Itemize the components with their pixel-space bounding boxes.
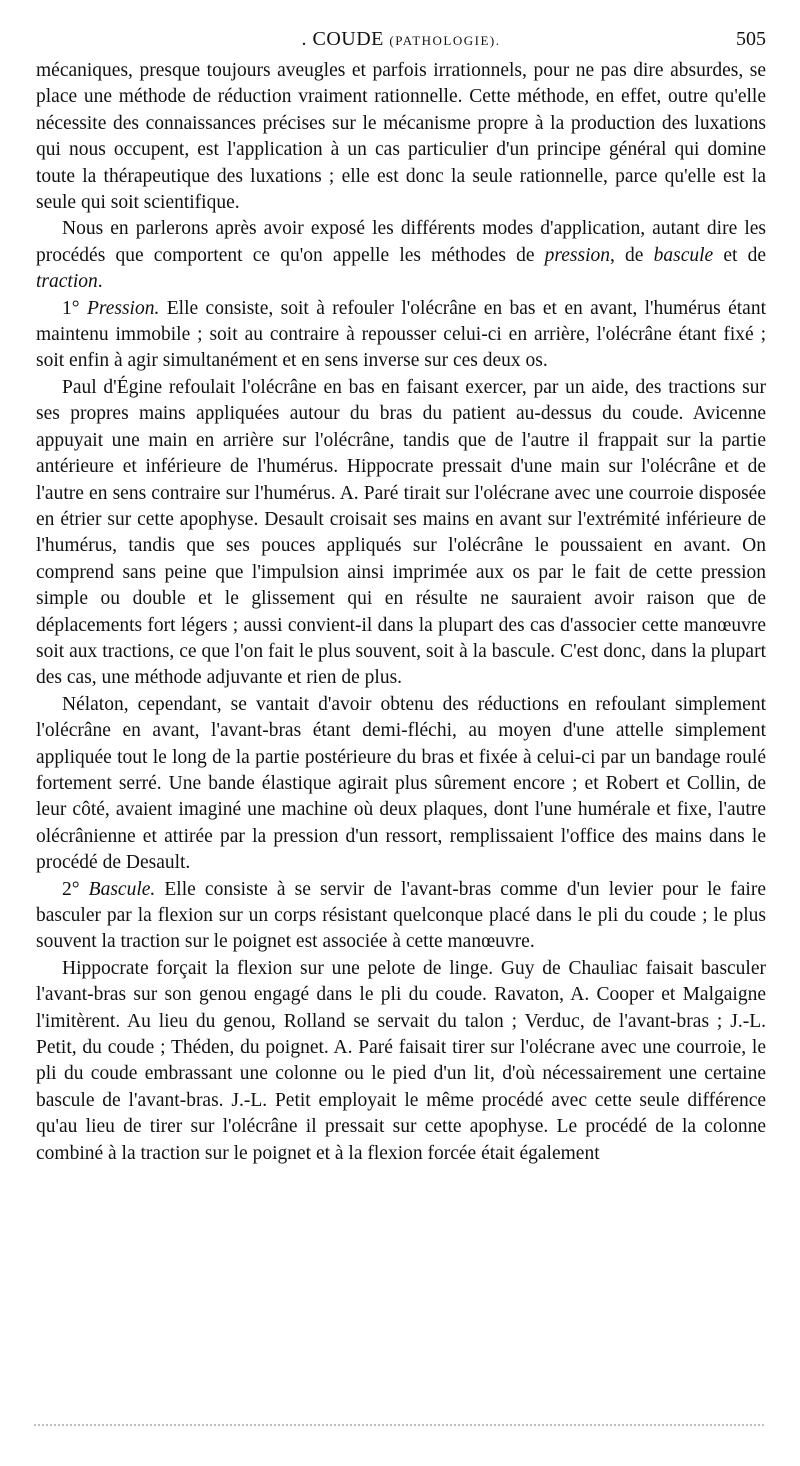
italic-term: bascule [653,244,714,266]
paragraph-p4 [36,375,766,692]
paragraph-p5 [36,692,766,877]
page [36,26,766,1167]
paragraph-text: et de [713,244,767,266]
paragraph-text: Hippocrate forçait la flexion sur une pelote de linge. Guy de Chauliac faisait basculer l'avant-bras sur son genou engagé dans le pli du coude. Ravaton, A. Cooper et Malgaigne l'imitèrent. Au lieu du genou, Rolland se servait du talon ; Verduc, de l'avant-bras ; J.-L. Petit, du coude ; Théden, du poignet. A. Paré faisait tirer sur l'olécrane avec une courroie, le pli du coude embrassant une colonne ou le pied d'un lit, d'où nécessairement une certaine bascule de l'avant-bras. J.-L. Petit employait le même procédé avec cette seule différence qu'au lieu de tirer sur l'olécrâne il pressait sur cette apophyse. Le procédé de la colonne combiné à la traction sur le poignet et à la flexion forcée était également [36,957,766,1164]
paragraph-text: Elle consiste à se servir de l'avant-bras comme d'un levier pour le faire basculer par la flexion sur un corps résistant quelconque placé dans le pli du coude ; le plus souvent la traction sur le poignet est associée à cette manœuvre. [36,878,766,953]
paragraph-text: 1° [62,297,87,319]
footer-rule [34,1424,764,1428]
paragraph-p1 [36,58,766,216]
running-head-title: . COUDE (PATHOLOGIE). [301,28,501,50]
paragraph-text: Nélaton, cependant, se vantait d'avoir obtenu des réductions en refoulant simplement l'olécrâne en avant, l'avant-bras étant demi-fléchi, au moyen d'une attelle simplement appliquée tout le long de la partie postérieure du bras et fixée à celui-ci par un bandage roulé fortement serré. Une bande élastique agirait plus sûrement encore ; et Robert et Collin, de leur côté, avaient imaginé une machine où deux plaques, dont l'une humérale et fixe, l'autre olécrânienne et attirée par la pression d'un ressort, remplissaient l'office des mains dans le procédé de Desault. [36,693,766,874]
page-number: 505 [736,28,766,50]
paragraph-text: mécaniques, presque toujours aveugles et parfois irrationnels, pour ne pas dire absurdes, se place une méthode de réduction vraiment rationnelle. Cette méthode, en effet, outre qu'elle nécessite des connaissances précises sur le mécanisme propre à la production des luxations qui nous occupent, est l'application à un cas particulier d'un principe général qui domine toute la thérapeutique des luxations ; elle est donc la seule rationnelle, parce qu'elle est la seule qui soit scientifique. [36,60,766,214]
italic-term: Bascule. [88,878,156,900]
paragraph-text: . [97,271,103,293]
paragraph-p6 [36,877,766,956]
body-text [36,58,766,1167]
paragraph-p7 [36,956,766,1167]
italic-term: Pression. [86,297,160,319]
paragraph-p3 [36,296,766,375]
running-head-title-sub: (PATHOLOGIE). [389,33,501,48]
paragraph-text: Elle consiste, soit à refouler l'olécrâne en bas et en avant, l'humérus étant maintenu immobile ; soit au contraire à repousser celui-ci en arrière, l'olécrâne étant fixé ; soit enfin à agir simultanément et en sens inverse sur ces deux os. [36,297,766,372]
italic-term: traction [36,271,98,293]
italic-term: pression [544,244,611,266]
paragraph-text: Nous en parlerons après avoir exposé les différents modes d'application, autant dire les procédés que comportent ce qu'on appelle les méthodes de [36,218,766,266]
running-head-title-main: COUDE [312,28,384,50]
paragraph-text: , de [610,244,654,266]
running-head [36,26,766,52]
paragraph-text: Paul d'Égine refoulait l'olécrâne en bas en faisant exercer, par un aide, des tractions sur ses propres mains appliquées autour du bras du patient au-dessus du coude. Avicenne appuyait une main en arrière sur l'olécrâne, tandis que de l'autre il frappait sur la partie antérieure et inférieure de l'humérus. Hippocrate pressait d'une main sur l'olécrâne et de l'autre en sens contraire sur l'humérus. A. Paré tirait sur l'olécrane avec une courroie disposée en étrier sur cette apophyse. Desault croisait ses mains en avant sur l'extrémité inférieure de l'humérus, tandis que ses pouces appliqués sur l'olécrâne le poussaient en avant. On comprend sans peine que l'impulsion ainsi imprimée aux os par le fait de cette pression simple ou double et le glissement qui en résulte ne sauraient avoir raison que de déplacements fort légers ; aussi convient-il dans la plupart des cas d'associer cette manœuvre soit aux tractions, ce que l'on fait le plus souvent, soit à la bascule. C'est donc, dans la plupart des cas, une méthode adjuvante et rien de plus. [36,376,766,689]
paragraph-text: 2° [62,878,89,900]
paragraph-p2 [36,216,766,295]
